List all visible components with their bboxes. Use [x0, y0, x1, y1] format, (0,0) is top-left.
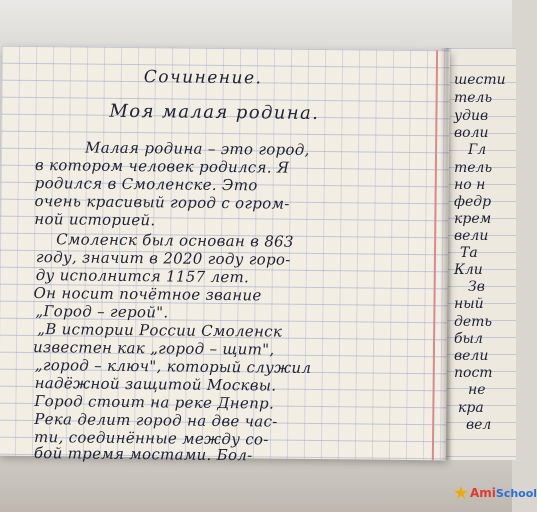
right-page — [446, 48, 516, 460]
essay-line: в котором человек родился. Я — [34, 156, 290, 177]
right-page-line: не — [468, 382, 486, 398]
right-page-line: был — [454, 331, 483, 347]
essay-line: родился в Смоленске. Это — [34, 174, 258, 195]
right-page-line: воли — [454, 125, 489, 141]
star-icon — [454, 486, 468, 500]
essay-line: „город – ключ", который служил — [34, 356, 312, 377]
essay-line: Город стоит на реке Днепр. — [34, 392, 275, 413]
page-margin-line — [432, 50, 438, 460]
right-page-line: ный — [454, 296, 484, 312]
right-page-line: деть — [454, 314, 493, 330]
right-page-line: тель — [454, 90, 493, 106]
essay-line: ти, соединённые между со- — [33, 428, 269, 449]
essay-title: Сочинение. — [143, 67, 263, 89]
notebook-fold — [440, 48, 452, 460]
essay-line: Река делит город на две час- — [34, 410, 278, 431]
right-page-line: вели — [454, 228, 489, 244]
background-bottom — [0, 455, 512, 512]
right-page-line: Зв — [468, 279, 485, 295]
right-page-line: тель — [454, 160, 493, 176]
logo-text-part1: Ami — [470, 486, 496, 500]
essay-line: Малая родина – это город, — [85, 138, 310, 159]
right-page-line: кра — [458, 400, 484, 416]
essay-line: году, значит в 2020 году горо- — [35, 248, 291, 269]
right-page-line: вел — [466, 417, 492, 433]
right-page-line: Гл — [468, 142, 487, 158]
essay-line: очень красивый город с огром- — [34, 192, 290, 213]
right-page-line: крем — [454, 211, 492, 227]
essay-line: „В истории России Смоленск — [37, 320, 283, 341]
essay-line: „Город – герой". — [35, 302, 169, 322]
right-page-line: федр — [454, 194, 492, 210]
amischool-logo — [454, 486, 537, 500]
right-page-line: удив — [454, 108, 489, 124]
essay-subtitle: Моя малая родина. — [109, 100, 320, 124]
right-page-line: но н — [454, 177, 486, 193]
notebook-page — [0, 46, 450, 465]
essay-line: ной историей. — [34, 210, 156, 230]
logo-text-part2: School — [495, 486, 537, 500]
right-page-line: шести — [454, 72, 506, 88]
essay-line: бой тремя мостами. Бол- — [33, 444, 253, 465]
right-page-line: вели — [454, 348, 489, 364]
right-page-line: Та — [460, 245, 478, 261]
right-page-line: Кли — [454, 262, 483, 278]
essay-line: Смоленск был основан в 863 — [56, 230, 294, 251]
essay-line: надёжной защитой Москвы. — [34, 374, 277, 395]
essay-line: ду исполнится 1157 лет. — [35, 266, 250, 287]
essay-line: известен как „город – щит", — [32, 338, 275, 359]
essay-line: Он носит почётное звание — [33, 284, 262, 305]
right-page-line: пост — [454, 365, 493, 381]
